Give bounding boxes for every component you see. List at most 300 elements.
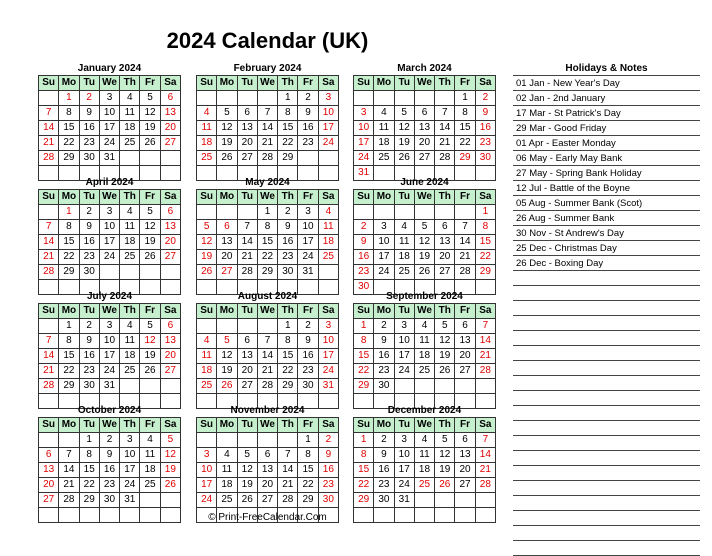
note-line: 02 Jan - 2nd January [513,91,700,106]
day-cell: 20 [160,349,180,364]
day-cell: 27 [160,136,180,151]
day-cell: 6 [455,433,475,448]
day-cell: 16 [99,463,119,478]
month-name: March 2024 [397,63,452,74]
weekday-header: Th [278,304,298,319]
day-cell [298,151,318,166]
weekday-header: Sa [475,190,495,205]
day-cell [197,433,217,448]
weekday-header: Fr [455,418,475,433]
day-cell: 2 [374,433,394,448]
weekday-header: Fr [140,304,160,319]
day-cell: 22 [455,136,475,151]
day-cell: 5 [140,91,160,106]
day-cell: 28 [39,379,59,394]
day-cell: 24 [99,136,119,151]
day-cell: 11 [318,220,338,235]
day-cell: 22 [79,478,99,493]
day-cell: 12 [217,121,237,136]
day-cell: 14 [257,349,277,364]
day-cell: 23 [99,478,119,493]
day-cell: 4 [394,220,414,235]
weekday-header: Tu [394,190,414,205]
day-cell: 26 [197,265,217,280]
note-line [513,346,700,361]
day-cell: 13 [237,349,257,364]
day-cell: 18 [414,463,434,478]
note-line [513,511,700,526]
day-cell: 28 [475,478,495,493]
weekday-header: We [257,418,277,433]
day-cell: 28 [39,151,59,166]
day-cell: 20 [435,250,455,265]
day-cell: 9 [298,106,318,121]
note-line [513,436,700,451]
day-cell: 29 [59,151,79,166]
weekday-header: Th [120,304,140,319]
day-cell: 27 [455,478,475,493]
day-cell: 5 [435,319,455,334]
page-title: 2024 Calendar (UK) [166,28,369,53]
day-cell: 11 [394,235,414,250]
day-cell: 25 [140,478,160,493]
day-cell: 26 [140,250,160,265]
month-calendar [38,176,181,295]
month-calendar [38,62,181,181]
day-cell: 3 [298,205,318,220]
day-cell: 7 [257,106,277,121]
day-cell [160,493,180,508]
weekday-header: Su [197,418,217,433]
month-name: April 2024 [85,177,134,188]
weekday-header: We [414,304,434,319]
weekday-header: Sa [475,418,495,433]
day-cell [278,433,298,448]
day-cell: 19 [140,235,160,250]
day-cell: 11 [414,334,434,349]
day-cell [217,205,237,220]
month-table [38,303,181,409]
day-cell: 13 [237,121,257,136]
day-cell: 18 [394,250,414,265]
note-line [513,481,700,496]
day-cell: 30 [354,280,374,295]
day-cell: 27 [39,493,59,508]
weekday-header: Fr [140,418,160,433]
day-cell: 5 [217,334,237,349]
day-cell: 14 [435,121,455,136]
weekday-header: Th [435,304,455,319]
day-cell: 4 [120,319,140,334]
day-cell: 26 [394,151,414,166]
day-cell: 17 [120,463,140,478]
note-line: 27 May - Spring Bank Holiday [513,166,700,181]
day-cell: 1 [79,433,99,448]
weekday-header: Mo [217,304,237,319]
day-cell: 19 [394,136,414,151]
weekday-header: Fr [455,76,475,91]
day-cell: 9 [318,448,338,463]
day-cell [414,379,434,394]
day-cell: 4 [197,334,217,349]
day-cell [354,205,374,220]
day-cell: 7 [475,319,495,334]
day-cell: 22 [298,478,318,493]
day-cell [59,433,79,448]
weekday-header: Sa [318,304,338,319]
day-cell [160,265,180,280]
day-cell: 8 [59,334,79,349]
day-cell: 23 [374,478,394,493]
weekday-header: Mo [217,418,237,433]
day-cell: 17 [99,121,119,136]
day-cell: 14 [39,121,59,136]
day-cell: 21 [257,364,277,379]
day-cell: 28 [39,265,59,280]
day-cell: 30 [298,379,318,394]
day-cell: 12 [435,334,455,349]
day-cell [217,91,237,106]
day-cell: 30 [99,493,119,508]
weekday-header: Th [278,76,298,91]
day-cell: 5 [414,220,434,235]
day-cell: 20 [257,478,277,493]
day-cell [394,205,414,220]
day-cell: 26 [237,493,257,508]
day-cell: 8 [298,448,318,463]
day-cell [39,433,59,448]
month-calendar [38,290,181,409]
day-cell: 13 [435,235,455,250]
day-cell: 5 [237,448,257,463]
day-cell: 9 [79,106,99,121]
day-cell [140,379,160,394]
day-cell: 3 [354,106,374,121]
day-cell: 13 [160,334,180,349]
day-cell: 31 [318,379,338,394]
day-cell: 7 [257,334,277,349]
month-table [196,303,339,409]
day-cell: 19 [217,364,237,379]
day-cell: 10 [197,463,217,478]
day-cell: 7 [39,220,59,235]
day-cell: 11 [120,220,140,235]
month-name: July 2024 [86,291,133,302]
day-cell: 21 [455,250,475,265]
day-cell: 13 [217,235,237,250]
day-cell: 4 [217,448,237,463]
day-cell: 17 [99,349,119,364]
day-cell: 27 [257,493,277,508]
day-cell: 31 [99,379,119,394]
day-cell: 1 [59,319,79,334]
month-table [353,303,496,409]
day-cell: 2 [79,319,99,334]
note-line: 12 Jul - Battle of the Boyne [513,181,700,196]
weekday-header: Th [120,418,140,433]
weekday-header: Fr [455,190,475,205]
day-cell: 3 [374,220,394,235]
day-cell: 24 [374,265,394,280]
day-cell: 18 [120,235,140,250]
day-cell: 12 [160,448,180,463]
day-cell: 11 [197,121,217,136]
day-cell: 29 [354,379,374,394]
weekday-header: Fr [140,76,160,91]
day-cell: 19 [237,478,257,493]
day-cell: 20 [237,364,257,379]
day-cell: 26 [435,478,455,493]
weekday-header: Fr [140,190,160,205]
day-cell: 8 [354,448,374,463]
weekday-header: Tu [237,418,257,433]
day-cell: 2 [475,91,495,106]
day-cell: 9 [374,448,394,463]
month-name: February 2024 [233,63,302,74]
day-cell: 14 [257,121,277,136]
month-table [196,417,339,523]
day-cell: 27 [160,364,180,379]
weekday-header: We [257,304,277,319]
day-cell [197,319,217,334]
day-cell: 30 [374,493,394,508]
day-cell: 29 [257,265,277,280]
notes-heading: Holidays & Notes [565,63,648,74]
day-cell: 21 [278,478,298,493]
day-cell: 12 [140,220,160,235]
day-cell: 25 [217,493,237,508]
note-line [513,526,700,541]
weekday-header: Fr [298,418,318,433]
day-cell: 22 [59,136,79,151]
weekday-header: Th [435,190,455,205]
note-line [513,466,700,481]
note-line: 17 Mar - St Patrick's Day [513,106,700,121]
day-cell: 6 [435,220,455,235]
day-cell [435,379,455,394]
day-cell: 15 [455,121,475,136]
day-cell: 2 [374,319,394,334]
day-cell: 25 [374,151,394,166]
weekday-header: Su [197,76,217,91]
day-cell: 4 [414,433,434,448]
weekday-header: Su [39,190,59,205]
note-line: 25 Dec - Christmas Day [513,241,700,256]
weekday-header: Mo [59,304,79,319]
day-cell: 8 [79,448,99,463]
day-cell: 24 [120,478,140,493]
day-cell: 17 [374,250,394,265]
note-line [513,286,700,301]
day-cell: 14 [455,235,475,250]
weekday-header: Su [197,304,217,319]
day-cell [120,151,140,166]
day-cell: 15 [278,121,298,136]
note-line [513,316,700,331]
day-cell: 18 [197,364,217,379]
day-cell [99,265,119,280]
day-cell [455,205,475,220]
day-cell: 25 [120,250,140,265]
day-cell: 28 [257,379,277,394]
day-cell: 24 [197,493,217,508]
day-cell: 4 [120,91,140,106]
day-cell: 3 [394,319,414,334]
day-cell: 18 [140,463,160,478]
day-cell: 1 [475,205,495,220]
day-cell: 3 [318,91,338,106]
day-cell: 10 [374,235,394,250]
day-cell: 17 [318,349,338,364]
day-cell: 25 [394,265,414,280]
day-cell: 30 [79,265,99,280]
day-cell: 27 [414,151,434,166]
day-cell: 9 [278,220,298,235]
note-line: 29 Mar - Good Friday [513,121,700,136]
weekday-header: We [257,76,277,91]
day-cell [414,205,434,220]
weekday-header: Tu [237,76,257,91]
month-calendar [353,290,496,409]
day-cell: 25 [120,136,140,151]
day-cell: 1 [278,91,298,106]
day-cell: 24 [318,364,338,379]
day-cell: 20 [414,136,434,151]
day-cell: 22 [257,250,277,265]
day-cell [140,151,160,166]
day-cell: 1 [455,91,475,106]
day-cell: 11 [217,463,237,478]
day-cell: 17 [298,235,318,250]
weekday-header: Su [39,418,59,433]
day-cell: 15 [59,121,79,136]
weekday-header: Su [354,418,374,433]
day-cell: 16 [374,463,394,478]
day-cell: 8 [257,220,277,235]
day-cell [257,433,277,448]
weekday-header: Th [120,76,140,91]
day-cell: 5 [140,205,160,220]
day-cell: 6 [237,106,257,121]
day-cell: 21 [435,136,455,151]
weekday-header: We [99,418,119,433]
day-cell: 13 [455,448,475,463]
month-table [196,189,339,295]
day-cell: 12 [435,448,455,463]
day-cell: 21 [237,250,257,265]
day-cell: 17 [197,478,217,493]
day-cell: 8 [455,106,475,121]
day-cell: 13 [455,334,475,349]
day-cell: 6 [160,205,180,220]
day-cell: 16 [354,250,374,265]
day-cell: 16 [79,349,99,364]
note-line: 30 Nov - St Andrew's Day [513,226,700,241]
day-cell: 7 [59,448,79,463]
day-cell: 12 [217,349,237,364]
weekday-header: Mo [59,190,79,205]
day-cell [318,151,338,166]
weekday-header: Fr [298,190,318,205]
notes-list [513,75,700,556]
note-line [513,301,700,316]
day-cell: 15 [354,463,374,478]
day-cell: 31 [394,493,414,508]
day-cell: 12 [394,121,414,136]
day-cell: 13 [257,463,277,478]
day-cell: 7 [39,334,59,349]
month-table [353,417,496,523]
day-cell [455,379,475,394]
day-cell: 29 [59,265,79,280]
day-cell: 26 [140,364,160,379]
day-cell: 4 [120,205,140,220]
day-cell: 19 [414,250,434,265]
day-cell: 30 [278,265,298,280]
weekday-header: Tu [394,304,414,319]
day-cell: 10 [318,106,338,121]
weekday-header: Tu [79,304,99,319]
day-cell: 1 [257,205,277,220]
day-cell: 18 [217,478,237,493]
weekday-header: We [414,190,434,205]
day-cell: 17 [318,121,338,136]
day-cell: 14 [39,235,59,250]
note-line: 01 Jan - New Year's Day [513,76,700,91]
day-cell [160,379,180,394]
day-cell: 5 [197,220,217,235]
day-cell: 7 [435,106,455,121]
day-cell: 21 [475,463,495,478]
month-table [353,189,496,295]
weekday-header: Sa [318,190,338,205]
day-cell: 15 [354,349,374,364]
day-cell: 15 [79,463,99,478]
day-cell: 13 [160,106,180,121]
day-cell: 16 [475,121,495,136]
day-cell [435,91,455,106]
month-name: November 2024 [230,405,305,416]
day-cell: 16 [79,121,99,136]
day-cell [414,493,434,508]
day-cell: 4 [140,433,160,448]
day-cell: 24 [318,136,338,151]
weekday-header: Mo [59,418,79,433]
day-cell: 6 [455,319,475,334]
day-cell: 6 [257,448,277,463]
day-cell: 16 [298,121,318,136]
day-cell: 8 [278,334,298,349]
month-calendar [196,176,339,295]
weekday-header: Sa [160,418,180,433]
day-cell: 3 [99,205,119,220]
day-cell: 13 [414,121,434,136]
day-cell: 2 [298,319,318,334]
day-cell: 3 [99,91,119,106]
day-cell: 1 [59,205,79,220]
day-cell: 31 [354,166,374,181]
weekday-header: Su [354,190,374,205]
note-line [513,361,700,376]
day-cell: 25 [318,250,338,265]
day-cell: 7 [455,220,475,235]
day-cell: 27 [237,379,257,394]
weekday-header: Sa [475,76,495,91]
day-cell: 11 [197,349,217,364]
weekday-header: Tu [394,418,414,433]
day-cell: 22 [354,478,374,493]
day-cell: 22 [278,364,298,379]
